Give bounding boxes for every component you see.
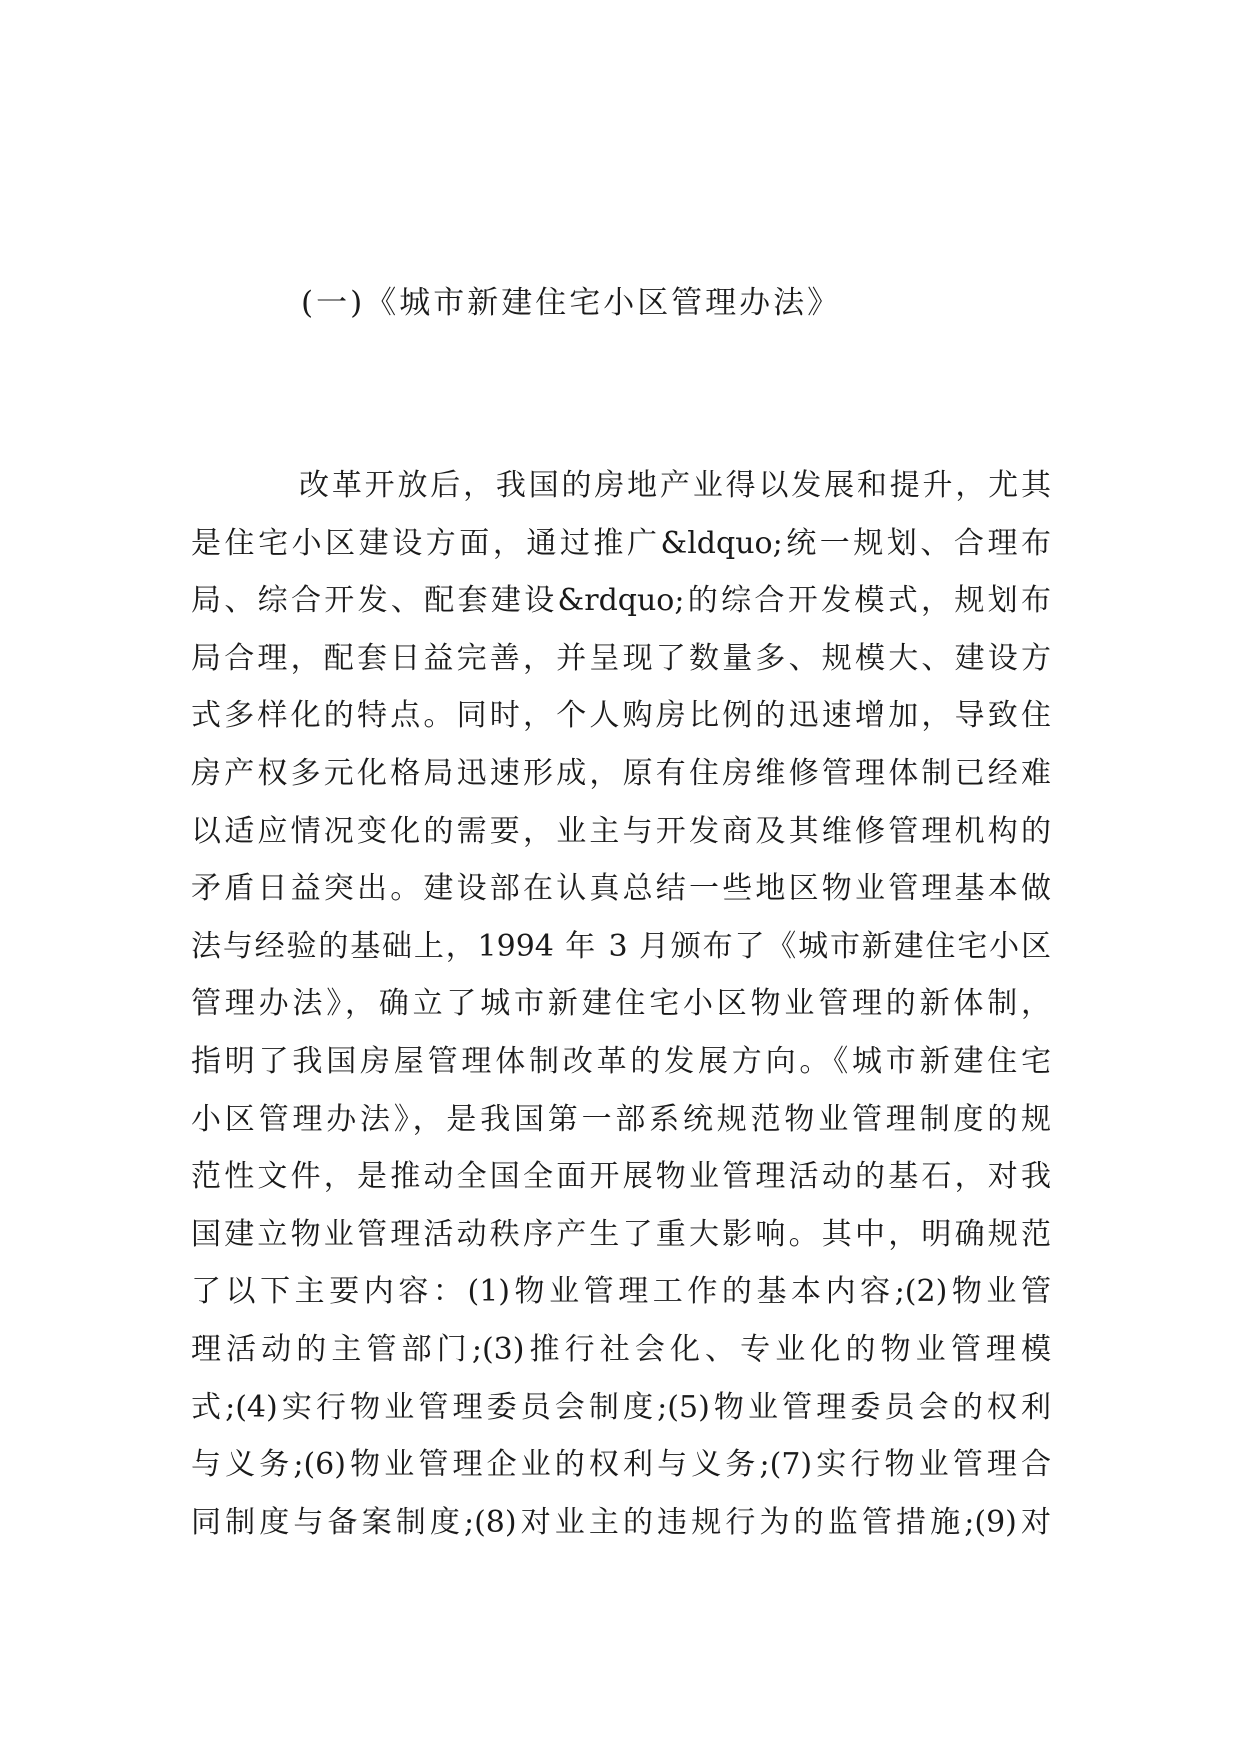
paragraph-line: 局、综合开发、配套建设&rdquo;的综合开发模式，规划布 <box>191 583 1051 619</box>
paragraph-line: 法与经验的基础上，1994 年 3 月颁布了《城市新建住宅小区 <box>191 928 1051 964</box>
paragraph-line: 局合理，配套日益完善，并呈现了数量多、规模大、建设方 <box>191 640 1051 676</box>
paragraph-line: 改革开放后，我国的房地产业得以发展和提升，尤其 <box>299 468 1051 503</box>
paragraph-line: 房产权多元化格局迅速形成，原有住房维修管理体制已经难 <box>191 755 1051 791</box>
paragraph-line: 矛盾日益突出。建设部在认真总结一些地区物业管理基本做 <box>191 871 1051 907</box>
paragraph-line: 以适应情况变化的需要，业主与开发商及其维修管理机构的 <box>191 813 1051 849</box>
paragraph-line: 式多样化的特点。同时，个人购房比例的迅速增加，导致住 <box>191 698 1051 734</box>
paragraph-line: 式;(4)实行物业管理委员会制度;(5)物业管理委员会的权利 <box>191 1389 1051 1425</box>
paragraph-line: 同制度与备案制度;(8)对业主的违规行为的监管措施;(9)对 <box>191 1504 1051 1540</box>
paragraph-line: 范性文件，是推动全国全面开展物业管理活动的基石，对我 <box>191 1159 1051 1195</box>
body-paragraph <box>191 457 1051 1551</box>
paragraph-line: 管理办法》，确立了城市新建住宅小区物业管理的新体制， <box>191 986 1051 1022</box>
paragraph-line: 小区管理办法》，是我国第一部系统规范物业管理制度的规 <box>191 1101 1051 1137</box>
paragraph-line: 是住宅小区建设方面，通过推广&ldquo;统一规划、合理布 <box>191 525 1051 561</box>
paragraph-line: 与义务;(6)物业管理企业的权利与义务;(7)实行物业管理合 <box>191 1447 1051 1483</box>
section-heading: (一)《城市新建住宅小区管理办法》 <box>301 285 842 321</box>
paragraph-line: 了以下主要内容：(1)物业管理工作的基本内容;(2)物业管 <box>191 1274 1051 1310</box>
paragraph-line: 理活动的主管部门;(3)推行社会化、专业化的物业管理模 <box>191 1331 1051 1367</box>
paragraph-line: 指明了我国房屋管理体制改革的发展方向。《城市新建住宅 <box>191 1043 1051 1079</box>
paragraph-line: 国建立物业管理活动秩序产生了重大影响。其中，明确规范 <box>191 1216 1051 1252</box>
